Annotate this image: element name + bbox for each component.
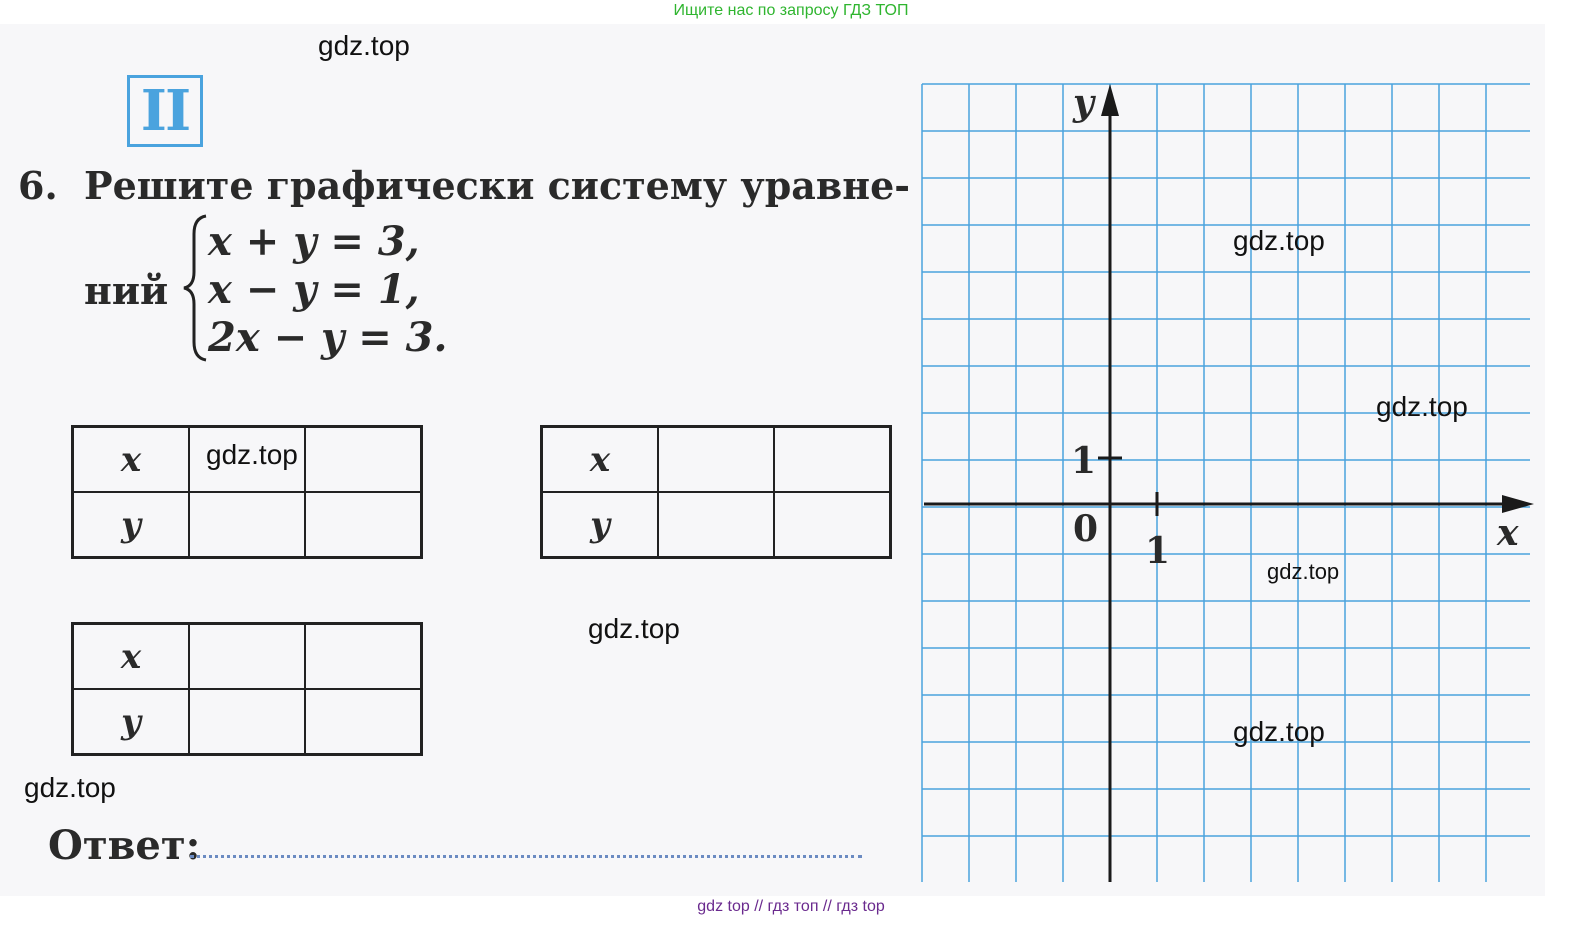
task-text-line2: ний <box>84 268 169 313</box>
watermark: gdz.top <box>1376 391 1468 422</box>
watermark: gdz.top <box>24 772 116 803</box>
table-row-label-y: y <box>542 492 659 558</box>
value-table-2 <box>540 425 892 559</box>
table-row-label-x: x <box>73 427 190 493</box>
answer-field[interactable] <box>190 855 862 858</box>
task-text-line1: Решите графически систему уравне- <box>84 163 911 208</box>
table-row-label-y: y <box>73 492 190 558</box>
coordinate-grid[interactable] <box>920 82 1540 884</box>
equation-2: x − y = 1, <box>208 266 420 313</box>
watermark: gdz.top <box>318 30 410 61</box>
table-cell[interactable] <box>658 427 774 493</box>
watermark: gdz.top <box>1233 225 1325 256</box>
y-axis-arrow-icon <box>1101 84 1119 116</box>
top-banner[interactable]: Ищите нас по запросу ГДЗ ТОП <box>673 2 909 19</box>
table-cell[interactable] <box>189 624 305 690</box>
table-row-label-x: x <box>73 624 190 690</box>
table-cell[interactable] <box>305 624 422 690</box>
level-badge: II <box>127 75 203 147</box>
table-cell[interactable] <box>305 689 422 755</box>
equation-1: x + y = 3, <box>208 218 420 265</box>
table-cell[interactable] <box>305 492 422 558</box>
watermark: gdz.top <box>206 439 298 470</box>
watermark: gdz.top <box>1233 716 1325 747</box>
grid-lines <box>922 84 1530 882</box>
x-axis-arrow-icon <box>1502 495 1534 513</box>
equation-3: 2x − y = 3. <box>208 314 448 361</box>
table-cell[interactable] <box>774 427 891 493</box>
table-cell[interactable] <box>189 689 305 755</box>
answer-label: Ответ: <box>48 822 201 869</box>
table-cell[interactable] <box>774 492 891 558</box>
x-tick-label: 1 <box>1145 530 1171 572</box>
table-cell[interactable] <box>305 427 422 493</box>
table-row-label-x: x <box>542 427 659 493</box>
x-axis-label: x <box>1497 512 1519 554</box>
origin-label: 0 <box>1073 508 1099 550</box>
watermark: gdz.top <box>588 613 680 644</box>
task-number: 6. <box>18 163 58 208</box>
watermark: gdz.top <box>1267 559 1340 584</box>
system-brace-icon <box>180 212 210 364</box>
y-tick-label: 1 <box>1071 440 1097 482</box>
value-table-3 <box>71 622 423 756</box>
bottom-banner[interactable]: gdz top // гдз топ // гдз top <box>697 898 885 915</box>
table-cell[interactable] <box>189 492 305 558</box>
table-row-label-y: y <box>73 689 190 755</box>
table-cell[interactable] <box>658 492 774 558</box>
y-axis-label: y <box>1073 82 1094 124</box>
